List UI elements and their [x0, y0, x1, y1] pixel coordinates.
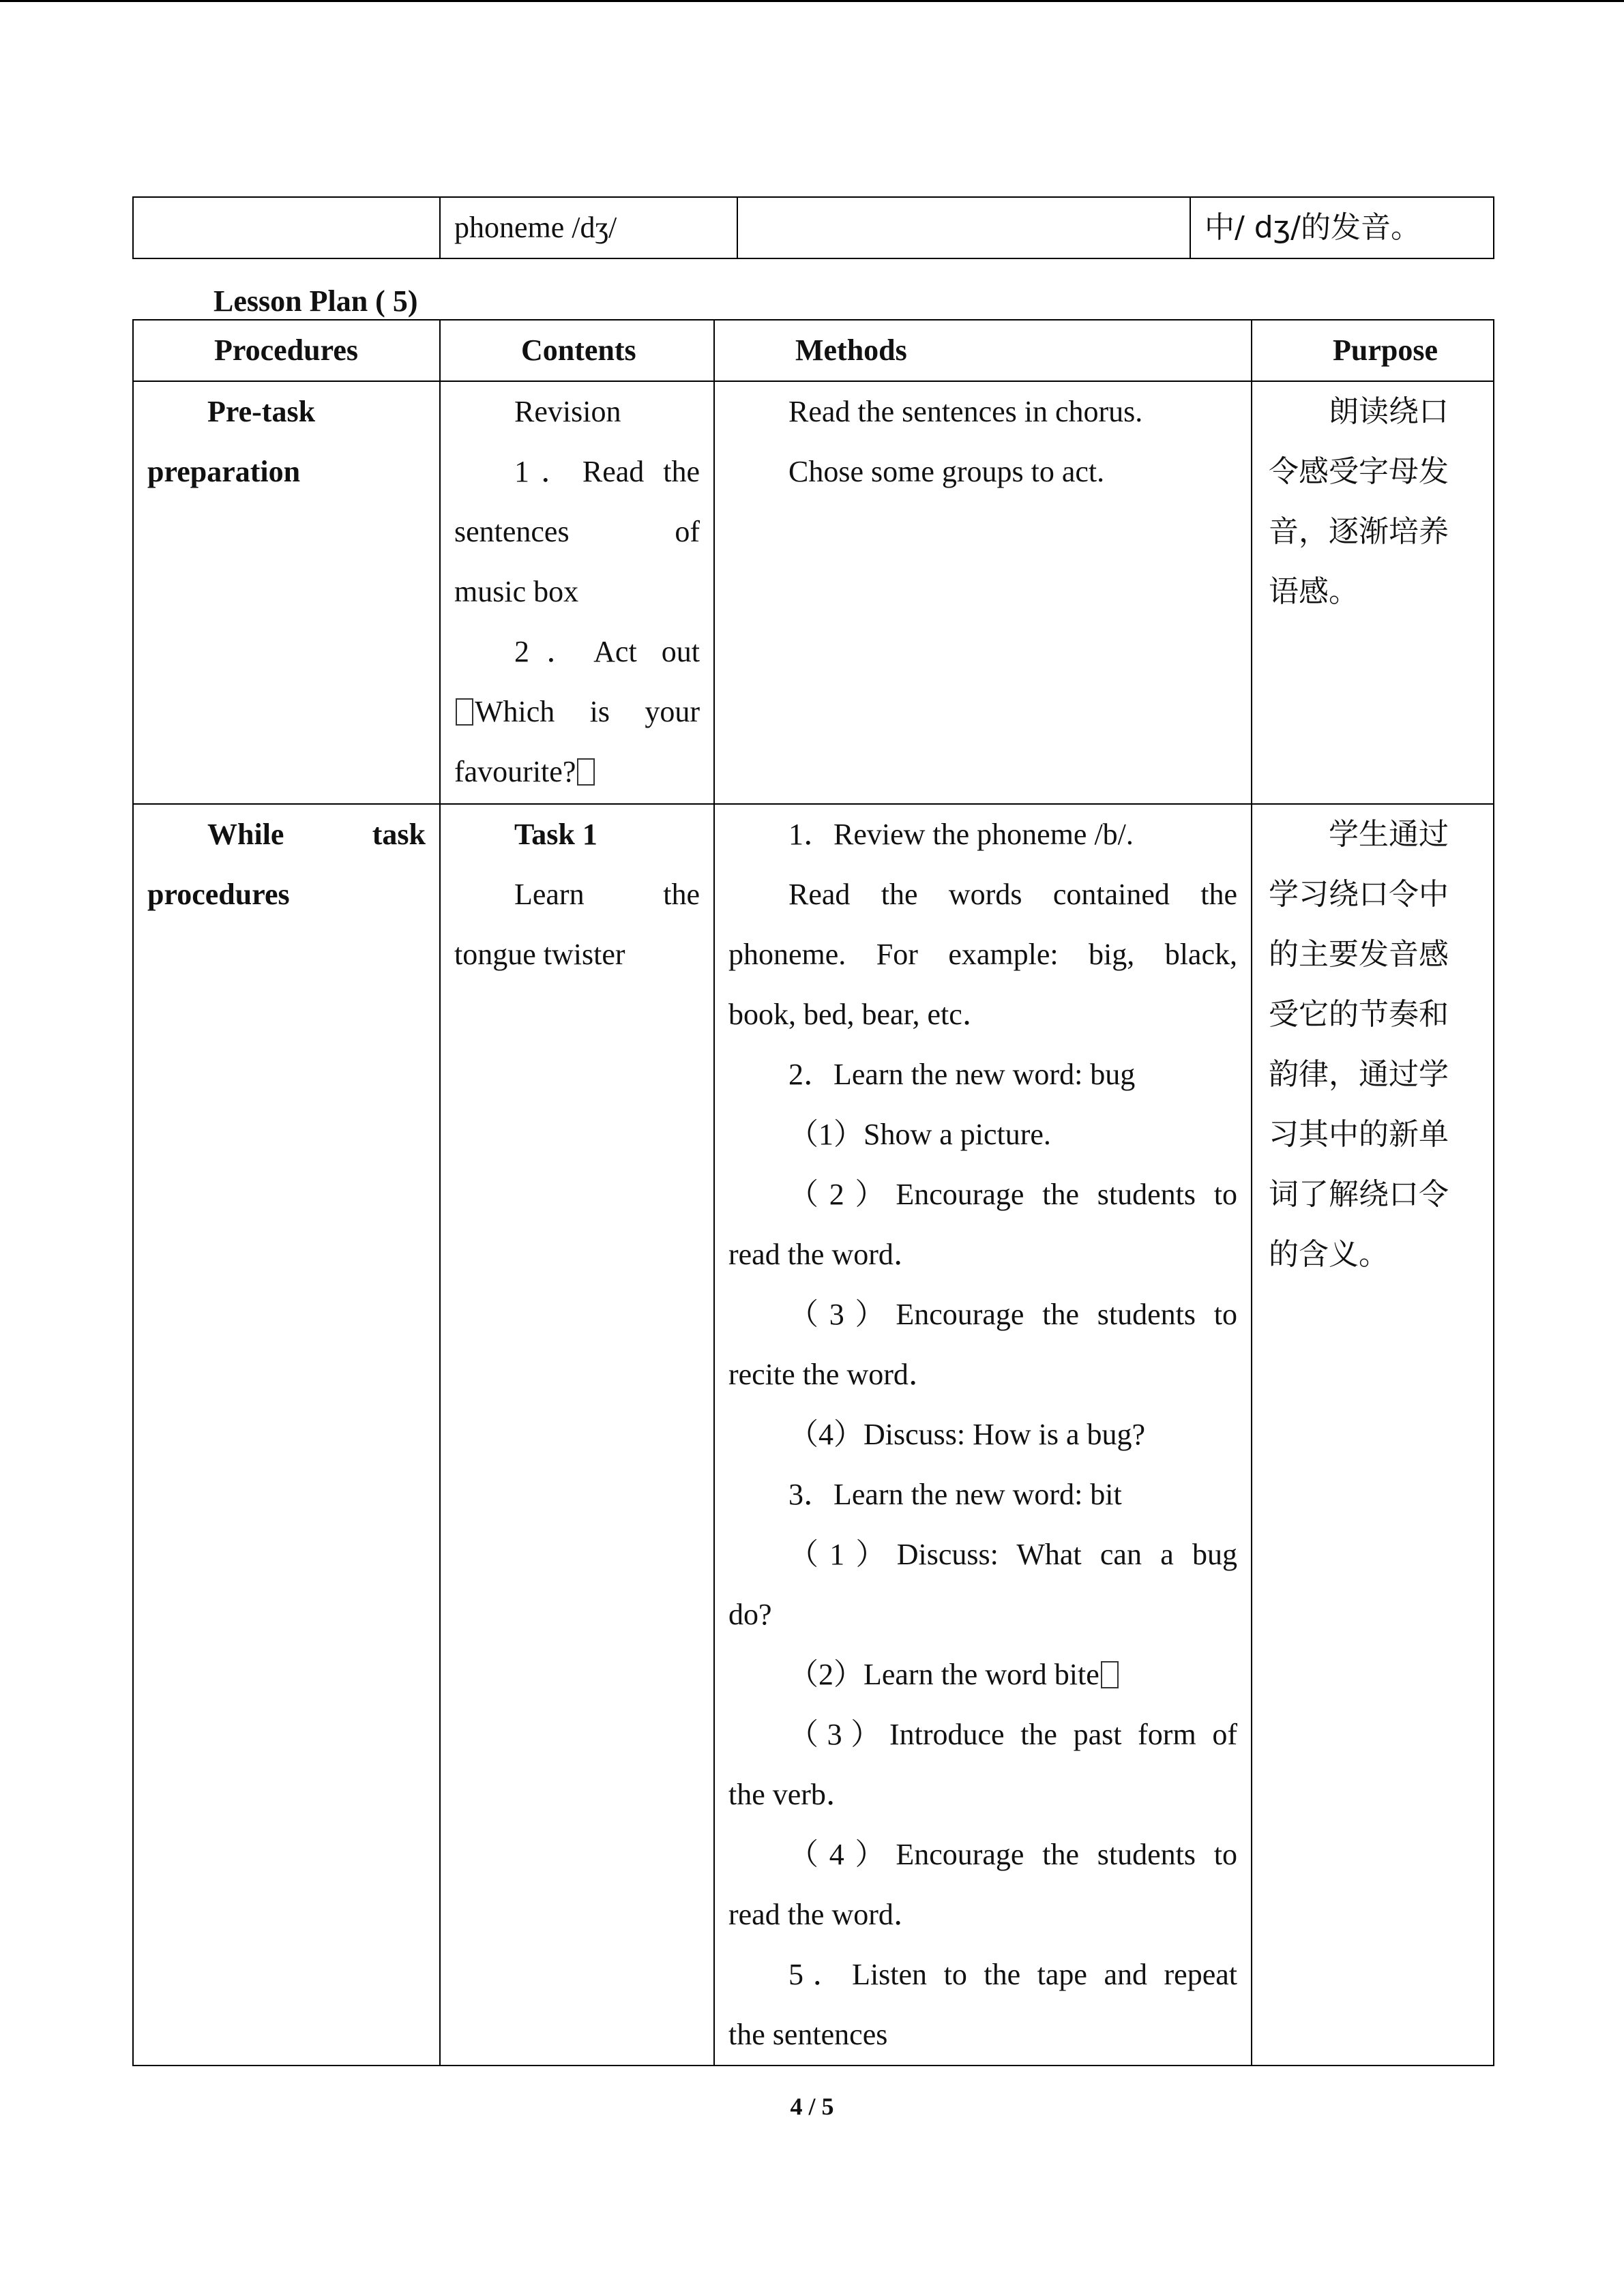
methods-line: （4）Discuss: How is a bug?	[788, 1418, 1146, 1451]
pre-task-procedure	[133, 381, 440, 804]
missing-glyph-icon	[456, 698, 473, 726]
methods-line: （3）Introduce the past form of	[788, 1718, 1237, 1751]
purpose-cell	[1190, 197, 1494, 258]
pre-task-label-2: preparation	[147, 455, 301, 488]
contents-line: music box	[454, 575, 579, 608]
header-procedures	[133, 320, 440, 381]
contents-line: tongue twister	[454, 938, 625, 971]
purpose-line: 学习绕口令中	[1269, 877, 1449, 912]
previous-table-continuation	[132, 196, 1494, 259]
purpose-line: 学生通过	[1329, 817, 1449, 852]
page-top-border	[0, 0, 1624, 2]
methods-line: read the word．	[728, 1238, 924, 1271]
while-task-label-1: While task	[207, 818, 426, 851]
pre-task-contents	[440, 381, 714, 804]
header-contents	[440, 320, 714, 381]
methods-line: phoneme. For example: big, black,	[728, 938, 1237, 971]
methods-text: （2）Learn the word bite	[788, 1658, 1099, 1691]
header-purpose	[1252, 320, 1494, 381]
contents-text: favourite?	[454, 755, 576, 788]
methods-line: （4）Encourage the students to	[788, 1838, 1237, 1871]
while-task-procedure	[133, 804, 440, 2066]
header-methods	[714, 320, 1252, 381]
methods-line: 5．Listen to the tape and repeat	[788, 1958, 1237, 1991]
purpose-text: 中/ dʒ/的发音。	[1205, 210, 1421, 245]
while-task-purpose	[1252, 804, 1494, 2066]
purpose-line: 朗读绕口	[1329, 394, 1449, 429]
purpose-line: 的含义。	[1269, 1237, 1389, 1272]
methods-cell	[737, 197, 1190, 258]
purpose-line: 的主要发音感	[1269, 937, 1449, 972]
methods-line: （2）Encourage the students to	[788, 1178, 1237, 1211]
contents-line	[454, 742, 700, 802]
methods-line	[728, 1645, 1237, 1705]
methods-line: 2．Learn the new word: bug	[788, 1058, 1136, 1091]
contents-line: 2．Act out	[514, 635, 700, 668]
table-row-while-task	[133, 804, 1494, 2066]
contents-line	[454, 682, 700, 742]
table-row-pre-task	[133, 381, 1494, 804]
contents-line: 1．Read the	[514, 455, 700, 488]
pre-task-methods	[714, 381, 1252, 804]
contents-text: Which is your	[475, 695, 700, 728]
methods-line: Chose some groups to act.	[788, 455, 1105, 488]
contents-cell	[440, 197, 737, 258]
methods-line: the sentences	[728, 2018, 888, 2051]
methods-line: book, bed, bear, etc．	[728, 998, 992, 1031]
missing-glyph-icon	[1101, 1661, 1119, 1688]
methods-line: recite the word．	[728, 1358, 939, 1391]
header-row	[133, 320, 1494, 381]
methods-line: Read the words contained the	[788, 878, 1237, 911]
methods-line: 1．Review the phoneme /b/.	[788, 818, 1134, 851]
pre-task-purpose	[1252, 381, 1494, 804]
methods-line: do?	[728, 1598, 772, 1631]
header-purpose-label: Purpose	[1333, 333, 1438, 367]
table-row	[133, 197, 1494, 258]
purpose-line: 受它的节奏和	[1269, 997, 1449, 1032]
header-procedures-label: Procedures	[214, 333, 358, 367]
contents-line: sentences of	[454, 515, 700, 548]
purpose-line: 令感受字母发	[1269, 454, 1449, 489]
contents-line: Learn the	[514, 878, 700, 911]
while-task-methods	[714, 804, 1252, 2066]
purpose-line: 词了解绕口令	[1269, 1177, 1449, 1212]
lesson-plan-title: Lesson Plan ( 5)	[213, 284, 418, 318]
page-number: 4 / 5	[790, 2093, 834, 2120]
purpose-line: 韵律，通过学	[1269, 1057, 1449, 1092]
contents-line: Revision	[514, 395, 621, 428]
while-task-label-2: procedures	[147, 878, 290, 911]
header-methods-label: Methods	[795, 333, 907, 367]
contents-text: phoneme /dʒ/	[454, 211, 617, 244]
contents-line: Task 1	[514, 818, 597, 851]
missing-glyph-icon	[577, 758, 595, 786]
methods-line: the verb．	[728, 1778, 856, 1811]
methods-line: read the word．	[728, 1898, 924, 1931]
methods-line: （1）Discuss: What can a bug	[788, 1538, 1237, 1571]
methods-line: （1）Show a picture.	[788, 1118, 1051, 1151]
methods-line: Read the sentences in chorus.	[788, 395, 1143, 428]
purpose-line: 音，逐渐培养	[1269, 514, 1449, 549]
while-task-contents	[440, 804, 714, 2066]
purpose-line: 语感。	[1269, 574, 1359, 609]
purpose-line: 习其中的新单	[1269, 1117, 1449, 1152]
methods-line: （3）Encourage the students to	[788, 1298, 1237, 1331]
header-contents-label: Contents	[521, 333, 636, 367]
lesson-plan-table	[132, 319, 1494, 2066]
procedures-cell	[133, 197, 440, 258]
methods-line: 3．Learn the new word: bit	[788, 1478, 1122, 1511]
pre-task-label-1: Pre-task	[207, 395, 316, 428]
